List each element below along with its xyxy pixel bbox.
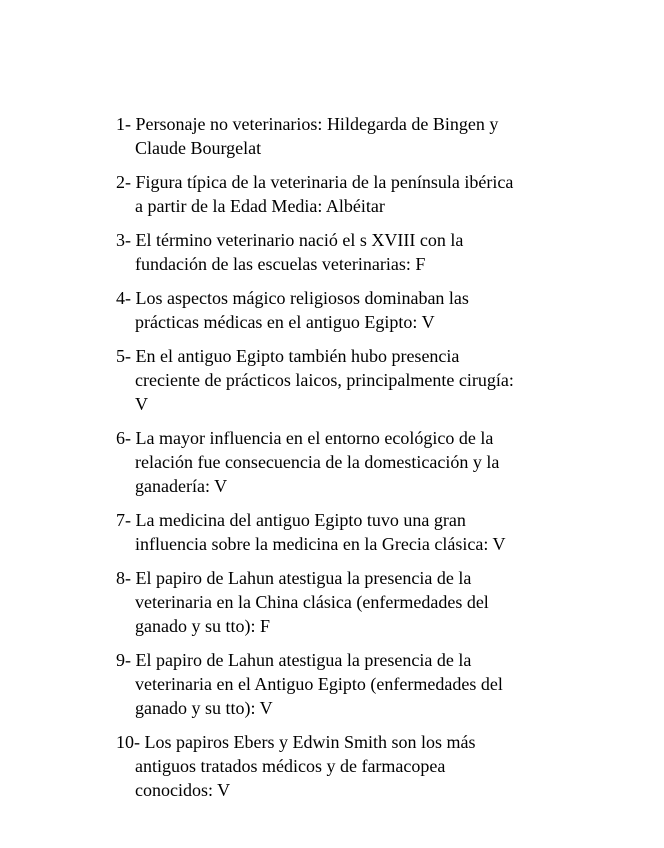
- list-item-line: ganadería: V: [135, 476, 228, 496]
- list-item-line: fundación de las escuelas veterinarias: F: [135, 254, 426, 274]
- list-item-line: veterinaria en la China clásica (enfermedades del: [135, 592, 489, 612]
- list-item-line: creciente de prácticos laicos, principalmente cirugía:: [135, 370, 514, 390]
- document-body: [116, 112, 514, 812]
- list-item-line: 4- Los aspectos mágico religiosos dominaban las: [116, 288, 469, 308]
- list-item-line: prácticas médicas en el antiguo Egipto: V: [135, 312, 435, 332]
- list-item-line: antiguos tratados médicos y de farmacopea: [135, 756, 446, 776]
- list-item-line: ganado y su tto): F: [135, 616, 270, 636]
- list-item-line: relación fue consecuencia de la domesticación y la: [135, 452, 500, 472]
- list-item-line: 10- Los papiros Ebers y Edwin Smith son los más: [116, 732, 476, 752]
- list-item: [116, 508, 514, 556]
- list-item: [116, 648, 514, 720]
- list-item: [116, 228, 514, 276]
- list-item: [116, 426, 514, 498]
- list-item: [116, 170, 514, 218]
- list-item: [116, 730, 514, 802]
- list-item: [116, 344, 514, 416]
- list-item-line: Claude Bourgelat: [135, 138, 262, 158]
- list-item: [116, 286, 514, 334]
- list-item: [116, 566, 514, 638]
- list-item-line: 5- En el antiguo Egipto también hubo presencia: [116, 346, 460, 366]
- list-item-line: 9- El papiro de Lahun atestigua la presencia de la: [116, 650, 472, 670]
- list-item-line: 8- El papiro de Lahun atestigua la presencia de la: [116, 568, 472, 588]
- list-item-line: influencia sobre la medicina en la Grecia clásica: V: [135, 534, 506, 554]
- list-item-line: veterinaria en el Antiguo Egipto (enfermedades del: [135, 674, 503, 694]
- list-item-line: 2- Figura típica de la veterinaria de la península ibérica: [116, 172, 514, 192]
- list-item-line: conocidos: V: [135, 780, 231, 800]
- list-item-line: a partir de la Edad Media: Albéitar: [135, 196, 385, 216]
- list-item-line: 3- El término veterinario nació el s XVIII con la: [116, 230, 464, 250]
- list-item-line: 6- La mayor influencia en el entorno ecológico de la: [116, 428, 494, 448]
- list-item-line: V: [135, 394, 148, 414]
- list-item: [116, 112, 514, 160]
- list-item-line: ganado y su tto): V: [135, 698, 273, 718]
- list-item-line: 7- La medicina del antiguo Egipto tuvo una gran: [116, 510, 466, 530]
- list-item-line: 1- Personaje no veterinarios: Hildegarda de Bingen y: [116, 114, 499, 134]
